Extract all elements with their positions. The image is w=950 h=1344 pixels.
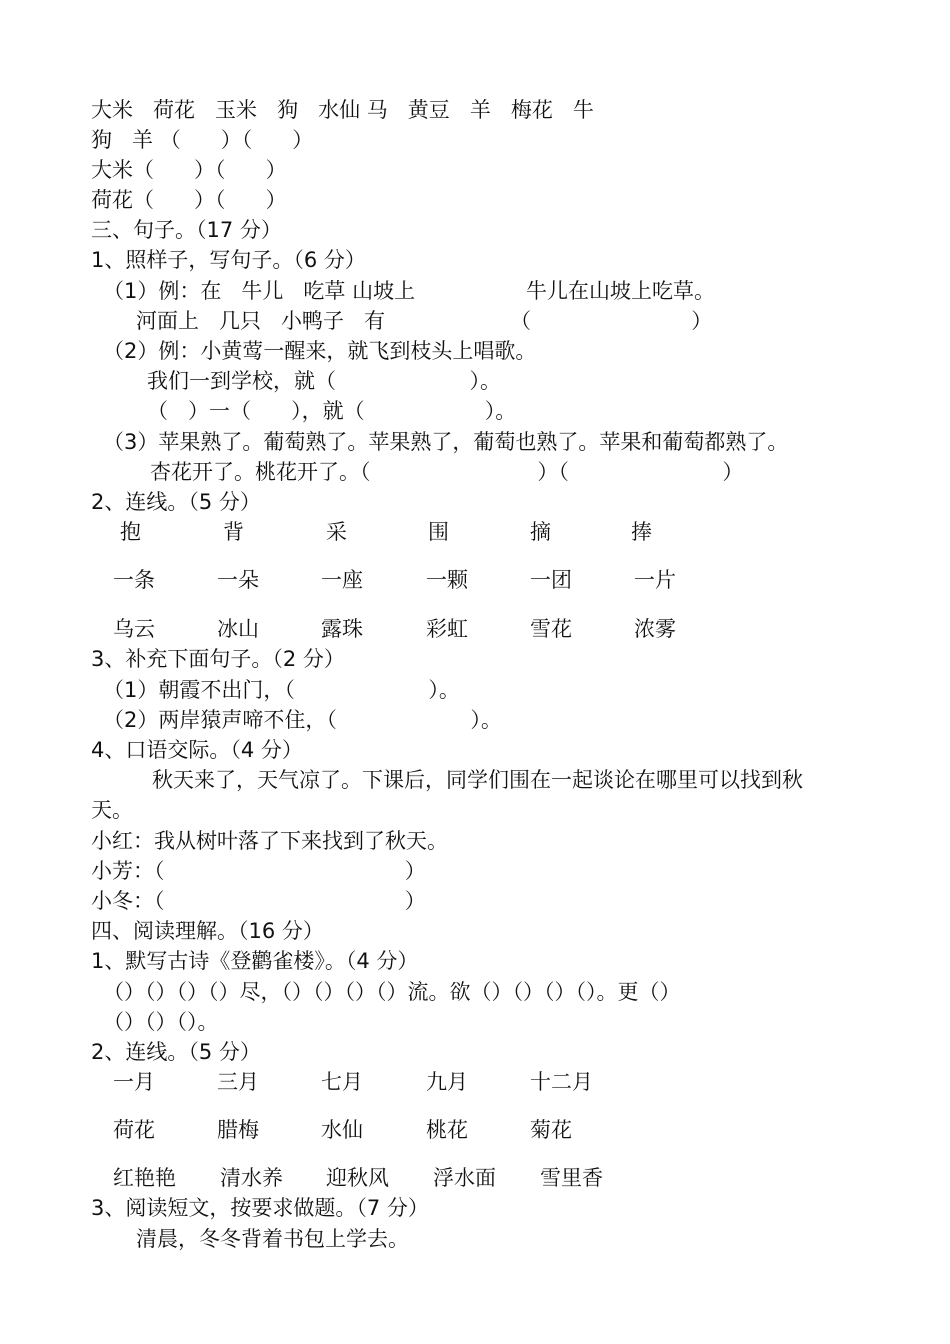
line-2: 狗 羊 （ ）（ ） (91, 128, 314, 152)
month-3: 七月 (321, 1070, 363, 1094)
fill-sentence-2: （2）两岸猿声啼不住，（ ）。 (103, 708, 502, 732)
question-1-heading: 1、照样子，写句子。（6 分） (91, 248, 366, 272)
match-measure-2: 一朵 (217, 568, 259, 592)
match-noun-2: 冰山 (217, 617, 259, 641)
dialog-xiaodong: 小冬：（ ） (91, 889, 426, 913)
question-4-heading: 4、口语交际。（4 分） (91, 738, 303, 762)
match-question-heading: 2、连线。（5 分） (91, 1040, 261, 1064)
match-verb-4: 围 (428, 520, 449, 544)
section-three-heading: 三、句子。（17 分） (91, 218, 282, 242)
dialog-xiaohong: 小红：我从树叶落了下来找到了秋天。 (91, 829, 448, 853)
match-measure-1: 一条 (113, 568, 155, 592)
flower-3: 水仙 (321, 1118, 363, 1142)
match-noun-6: 浓雾 (634, 617, 676, 641)
match-verb-5: 摘 (530, 520, 551, 544)
line-1: 大米 荷花 玉米 狗 水仙 马 黄豆 羊 梅花 牛 (91, 98, 594, 122)
month-5: 十二月 (530, 1070, 593, 1094)
match-verb-3: 采 (326, 520, 347, 544)
match-noun-3: 露珠 (321, 617, 363, 641)
match-noun-1: 乌云 (113, 617, 155, 641)
line-3: 大米（ ）（ ） (91, 158, 287, 182)
match-verb-6: 捧 (631, 520, 652, 544)
poem-question-heading: 1、默写古诗《登鹳雀楼》。（4 分） (91, 949, 419, 973)
poem-blanks-2: （）（）（）。 (103, 1010, 219, 1034)
match-measure-4: 一颗 (426, 568, 468, 592)
flower-4: 桃花 (426, 1118, 468, 1142)
month-1: 一月 (113, 1070, 155, 1094)
match-measure-3: 一座 (321, 568, 363, 592)
month-4: 九月 (426, 1070, 468, 1094)
flower-2: 腊梅 (217, 1118, 259, 1142)
match-measure-5: 一团 (530, 568, 572, 592)
dialog-intro: 秋天来了，天气凉了。下课后，同学们围在一起谈论在哪里可以找到秋 (152, 768, 803, 792)
exercise-1-blank: （ ） (510, 309, 713, 333)
question-2-heading: 2、连线。（5 分） (91, 490, 261, 514)
flower-5: 菊花 (530, 1118, 572, 1142)
exercise-2b: （ ）一（ ），就（ ）。 (147, 399, 517, 423)
match-noun-5: 雪花 (530, 617, 572, 641)
match-verb-1: 抱 (120, 520, 141, 544)
reading-passage: 清晨，冬冬背着书包上学去。 (136, 1227, 409, 1251)
flower-1: 荷花 (113, 1118, 155, 1142)
example-2: （2）例：小黄莺一醒来，就飞到枝头上唱歌。 (103, 339, 537, 363)
month-2: 三月 (217, 1070, 259, 1094)
dialog-intro-cont: 天。 (91, 798, 133, 822)
poem-blanks-1: （）（）（）（）尽，（）（）（）（）流。欲（）（）（）（）。更（） (103, 980, 681, 1004)
exercise-1-words: 河面上 几只 小鸭子 有 (136, 309, 386, 333)
exercise-3: 杏花开了。桃花开了。（ ）（ ） (150, 460, 744, 484)
example-3: （3）苹果熟了。葡萄熟了。苹果熟了，葡萄也熟了。苹果和葡萄都熟了。 (103, 430, 789, 454)
trait-2: 清水养 (220, 1166, 283, 1190)
fill-sentence-1: （1）朝霞不出门，（ ）。 (103, 678, 460, 702)
dialog-xiaofang: 小芳：（ ） (91, 859, 426, 883)
line-4: 荷花（ ）（ ） (91, 188, 287, 212)
trait-1: 红艳艳 (113, 1166, 176, 1190)
example-1: （1）例：在 牛儿 吃草 山坡上 (103, 279, 416, 303)
match-measure-6: 一片 (634, 568, 676, 592)
example-1-answer: 牛儿在山坡上吃草。 (526, 279, 715, 303)
match-verb-2: 背 (223, 520, 244, 544)
match-noun-4: 彩虹 (426, 617, 468, 641)
trait-4: 浮水面 (433, 1166, 496, 1190)
exercise-2a: 我们一到学校，就（ ）。 (147, 369, 502, 393)
section-four-heading: 四、阅读理解。（16 分） (91, 919, 324, 943)
trait-3: 迎秋风 (326, 1166, 389, 1190)
trait-5: 雪里香 (540, 1166, 603, 1190)
reading-question-heading: 3、阅读短文，按要求做题。（7 分） (91, 1196, 429, 1220)
question-3-heading: 3、补充下面句子。（2 分） (91, 647, 345, 671)
